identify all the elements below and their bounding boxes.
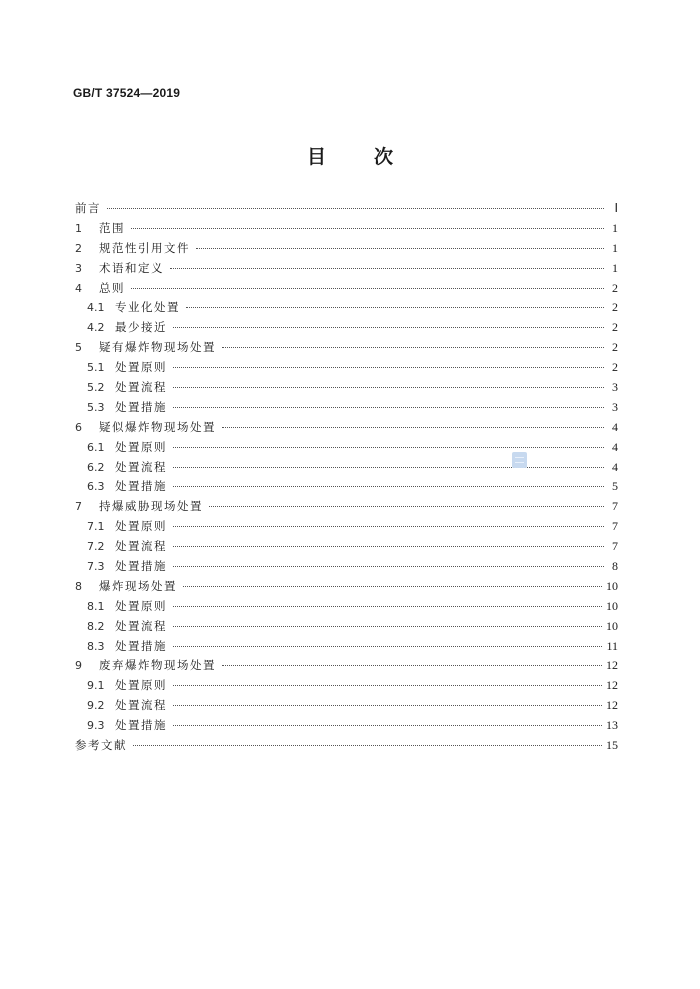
page-title [0, 142, 700, 169]
toc-entry[interactable] [75, 696, 618, 716]
dot-leader [173, 685, 602, 686]
toc-entry-label: 专业化处置 [115, 300, 180, 315]
dot-leader [173, 526, 604, 527]
dot-leader [173, 447, 604, 448]
toc-entry[interactable] [75, 597, 618, 617]
toc-entry-label: 处置流程 [115, 380, 167, 395]
toc-entry[interactable] [75, 378, 618, 398]
toc-entry-page-number: 8 [612, 559, 618, 574]
toc-entry-page-number: 4 [612, 419, 618, 434]
toc-entry[interactable] [75, 338, 618, 358]
toc-entry-number: 5.2 [87, 381, 105, 395]
dot-leader [173, 387, 604, 388]
toc-entry[interactable] [75, 298, 618, 318]
toc-entry-number: 9 [75, 659, 82, 673]
toc-entry-label: 前言 [75, 201, 101, 215]
dot-leader [222, 665, 602, 666]
toc-entry[interactable] [75, 358, 618, 378]
toc-entry[interactable] [75, 279, 618, 299]
toc-entry[interactable] [75, 199, 618, 219]
title-char-1: 目 [306, 146, 326, 168]
toc-entry-page-number: 7 [612, 539, 618, 554]
standard-code: GB/T 37524—2019 [73, 86, 181, 100]
toc-entry-number: 6 [75, 420, 82, 434]
dot-leader [222, 427, 604, 428]
dot-leader [131, 228, 604, 229]
toc-entry-label: 处置原则 [115, 360, 167, 375]
toc-entry-label: 废弃爆炸物现场处置 [99, 658, 216, 673]
toc-entry-number: 8.1 [87, 599, 105, 613]
toc-entry-page-number: Ⅰ [614, 201, 618, 215]
toc-entry-page-number: 7 [612, 519, 618, 534]
toc-entry-page-number: 1 [612, 260, 618, 275]
dot-leader [173, 546, 604, 547]
toc-entry[interactable] [75, 617, 618, 637]
dot-leader [173, 467, 604, 468]
toc-entry[interactable] [75, 219, 618, 239]
toc-entry[interactable] [75, 557, 618, 577]
toc-entry-label: 处置原则 [115, 519, 167, 534]
toc-entry-number: 1 [75, 221, 82, 235]
toc-entry[interactable] [75, 239, 618, 259]
dot-leader [183, 586, 602, 587]
toc-entry-label: 疑似爆炸物现场处置 [99, 419, 216, 434]
title-char-2: 次 [374, 146, 394, 168]
toc-entry-label: 规范性引用文件 [99, 240, 190, 255]
toc-entry-number: 8.2 [87, 619, 105, 633]
dot-leader [173, 725, 602, 726]
toc-entry-label: 最少接近 [115, 320, 167, 335]
dot-leader [173, 566, 604, 567]
dot-leader [131, 288, 604, 289]
toc-entry-label: 处置措施 [115, 399, 167, 414]
toc-entry[interactable] [75, 418, 618, 438]
dot-leader [186, 307, 604, 308]
toc-entry-label: 处置措施 [115, 559, 167, 574]
toc-entry[interactable] [75, 676, 618, 696]
toc-entry-label: 参考文献 [75, 738, 127, 753]
toc-entry-label: 处置原则 [115, 598, 167, 613]
toc-entry-number: 3 [75, 261, 82, 275]
toc-entry-page-number: 11 [606, 638, 618, 653]
toc-entry-page-number: 4 [612, 439, 618, 454]
toc-entry-page-number: 5 [612, 479, 618, 494]
dot-leader [173, 486, 604, 487]
toc-entry[interactable] [75, 477, 618, 497]
toc-entry-page-number: 2 [612, 300, 618, 315]
toc-entry-number: 9.2 [87, 699, 105, 713]
toc-entry-page-number: 1 [612, 220, 618, 235]
toc-entry-label: 处置流程 [115, 459, 167, 474]
toc-entry-page-number: 12 [606, 678, 618, 693]
toc-entry[interactable] [75, 398, 618, 418]
toc-entry-number: 4.1 [87, 301, 105, 315]
toc-entry-number: 5.3 [87, 400, 105, 414]
toc-entry-page-number: 10 [606, 598, 618, 613]
dot-leader [173, 367, 604, 368]
toc-entry-number: 7.2 [87, 540, 105, 554]
toc-entry-number: 7.1 [87, 520, 105, 534]
toc-entry-page-number: 3 [612, 399, 618, 414]
toc-entry-label: 处置措施 [115, 718, 167, 733]
toc-entry-number: 2 [75, 241, 82, 255]
toc-entry-number: 6.1 [87, 440, 105, 454]
toc-entry-page-number: 12 [606, 698, 618, 713]
toc-entry-page-number: 2 [612, 360, 618, 375]
toc-entry[interactable] [75, 458, 618, 478]
toc-entry-page-number: 3 [612, 380, 618, 395]
toc-entry-number: 5 [75, 341, 82, 355]
toc-entry-page-number: 2 [612, 340, 618, 355]
toc-entry-page-number: 10 [606, 578, 618, 593]
toc-entry-label: 疑有爆炸物现场处置 [99, 340, 216, 355]
toc-entry[interactable] [75, 656, 618, 676]
toc-entry-page-number: 10 [606, 618, 618, 633]
toc-entry-number: 6.2 [87, 460, 105, 474]
toc-entry[interactable] [75, 259, 618, 279]
toc-entry-label: 处置流程 [115, 618, 167, 633]
toc-entry-page-number: 1 [612, 240, 618, 255]
toc-entry-label: 持爆威胁现场处置 [99, 499, 203, 514]
toc-entry[interactable] [75, 637, 618, 657]
toc-entry-page-number: 4 [612, 459, 618, 474]
toc-entry[interactable] [75, 736, 618, 756]
dot-leader [173, 646, 602, 647]
toc-entry[interactable] [75, 716, 618, 736]
dot-leader [222, 347, 604, 348]
toc-entry-number: 6.3 [87, 480, 105, 494]
toc-entry-label: 术语和定义 [99, 260, 164, 275]
toc-entry-number: 9.1 [87, 679, 105, 693]
toc-entry-number: 5.1 [87, 361, 105, 375]
toc-entry-page-number: 2 [612, 320, 618, 335]
dot-leader [173, 407, 604, 408]
toc-entry-label: 总则 [99, 280, 125, 295]
toc-entry-number: 7 [75, 500, 82, 514]
toc-entry-label: 爆炸现场处置 [99, 578, 177, 593]
toc-entry-number: 9.3 [87, 719, 105, 733]
toc-entry[interactable] [75, 517, 618, 537]
toc-entry[interactable] [75, 438, 618, 458]
toc-entry-page-number: 2 [612, 280, 618, 295]
dot-leader [196, 248, 604, 249]
toc-entry-page-number: 13 [606, 718, 618, 733]
dot-leader [107, 208, 604, 209]
dot-leader [170, 268, 604, 269]
toc-entry[interactable] [75, 318, 618, 338]
toc-entry-label: 处置措施 [115, 479, 167, 494]
dot-leader [173, 705, 602, 706]
dot-leader [173, 626, 602, 627]
toc-entry-label: 范围 [99, 220, 125, 235]
dot-leader [133, 745, 602, 746]
table-of-contents [75, 199, 618, 756]
watermark-icon [512, 452, 527, 468]
toc-entry-number: 4.2 [87, 321, 105, 335]
dot-leader [209, 506, 604, 507]
toc-entry-page-number: 7 [612, 499, 618, 514]
dot-leader [173, 606, 602, 607]
toc-entry[interactable] [75, 577, 618, 597]
toc-entry-label: 处置流程 [115, 539, 167, 554]
toc-entry-number: 8 [75, 579, 82, 593]
toc-entry-label: 处置流程 [115, 698, 167, 713]
toc-entry[interactable] [75, 497, 618, 517]
toc-entry-label: 处置原则 [115, 439, 167, 454]
toc-entry[interactable] [75, 537, 618, 557]
toc-entry-number: 4 [75, 281, 82, 295]
toc-entry-number: 7.3 [87, 560, 105, 574]
dot-leader [173, 327, 604, 328]
toc-entry-page-number: 15 [606, 738, 618, 753]
toc-entry-label: 处置原则 [115, 678, 167, 693]
toc-entry-number: 8.3 [87, 639, 105, 653]
toc-entry-label: 处置措施 [115, 638, 167, 653]
toc-entry-page-number: 12 [606, 658, 618, 673]
